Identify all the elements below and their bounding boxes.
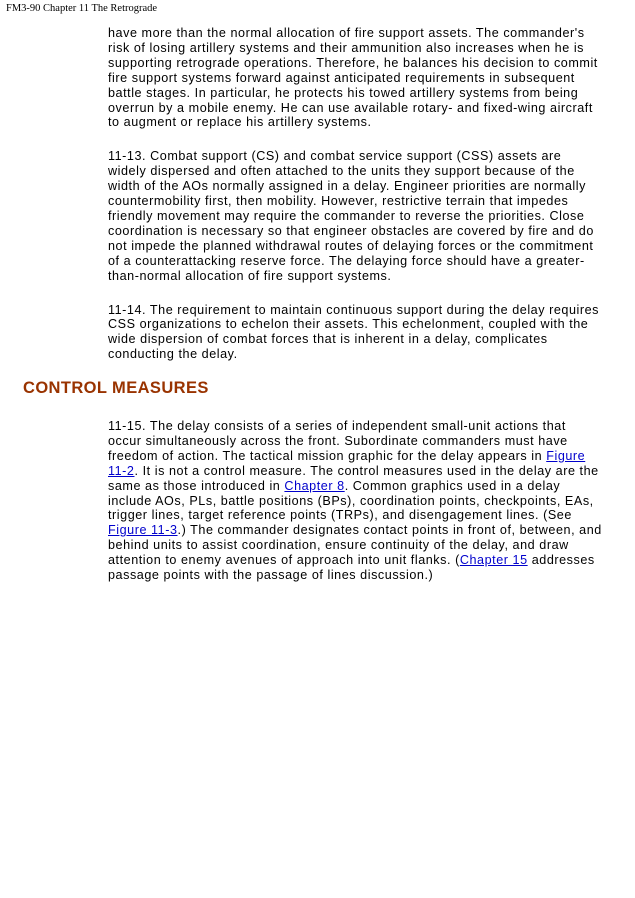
paragraph-11-15-text: . Common graphics used in a delay include AOs, PLs, battle positions (BPs), coordination points, checkpoints, EAs, trigger lines, target reference points (TRPs), and disengagement lines. (See [108,478,594,523]
paragraph-11-15-text: addresses passage points with the passage of lines discussion.) [108,553,595,583]
paragraph-11-15-text: 11-15. The delay consists of a series of independent small-unit actions that occur simultaneously across the front. Subordinate commanders must have freedom of action. The tactical mission graphic for the delay appears in [108,419,568,463]
running-header: FM3-90 Chapter 11 The Retrograde [6,3,158,14]
section-heading-control-measures: CONTROL MEASURES [23,379,209,397]
figure-11-2-link[interactable]: Figure 11-2 [108,448,586,478]
chapter-15-link[interactable]: Chapter 15 [459,553,528,568]
figure-11-3-link[interactable]: Figure 11-3 [108,523,178,538]
paragraph-11-15-text: . It is not a control measure. The control measures used in the delay are the same as those introduced in [108,463,599,493]
paragraph-11-15 [108,419,603,583]
body-text-top [108,26,603,362]
body-text-control-measures [108,419,603,583]
chapter-8-link[interactable]: Chapter 8 [284,478,345,493]
paragraph-11-14: 11-14. The requirement to maintain continuous support during the delay requires CSS organizations to echelon their assets. This echelonment, coupled with the wide dispersion of combat forces that is inherent in a delay, complicates conducting the delay. [108,302,600,362]
paragraph-11-13: 11-13. Combat support (CS) and combat service support (CSS) assets are widely dispersed and often attached to the units they support because of the width of the AOs normally assigned in a delay. Engineer priorities are normally countermobility first, then mobility. However, restrictive terrain that impedes friendly movement may require the commander to reverse the priorities. Close coordination is necessary so that engineer obstacles are covered by fire and do not impede the planned withdrawal routes of delaying forces or the commitment of a counterattacking reserve force. The delaying force should have a greater-than-normal allocation of fire support systems. [108,149,594,283]
paragraph-continued: have more than the normal allocation of fire support assets. The commander's risk of losing artillery systems and their ammunition also increases when he is supporting retrograde operations. Therefore, he balances his decision to commit fire support systems forward against anticipated requirements in subsequent battle stages. In particular, he protects his towed artillery systems from being overrun by a mobile enemy. He can use available rotary- and fixed-wing aircraft to augment or replace his artillery systems. [108,26,598,130]
paragraph-11-15-text: .) The commander designates contact points in front of, between, and behind units to assist coordination, ensure continuity of the delay, and draw attention to enemy avenues of approach into unit flanks. ( [108,523,602,568]
